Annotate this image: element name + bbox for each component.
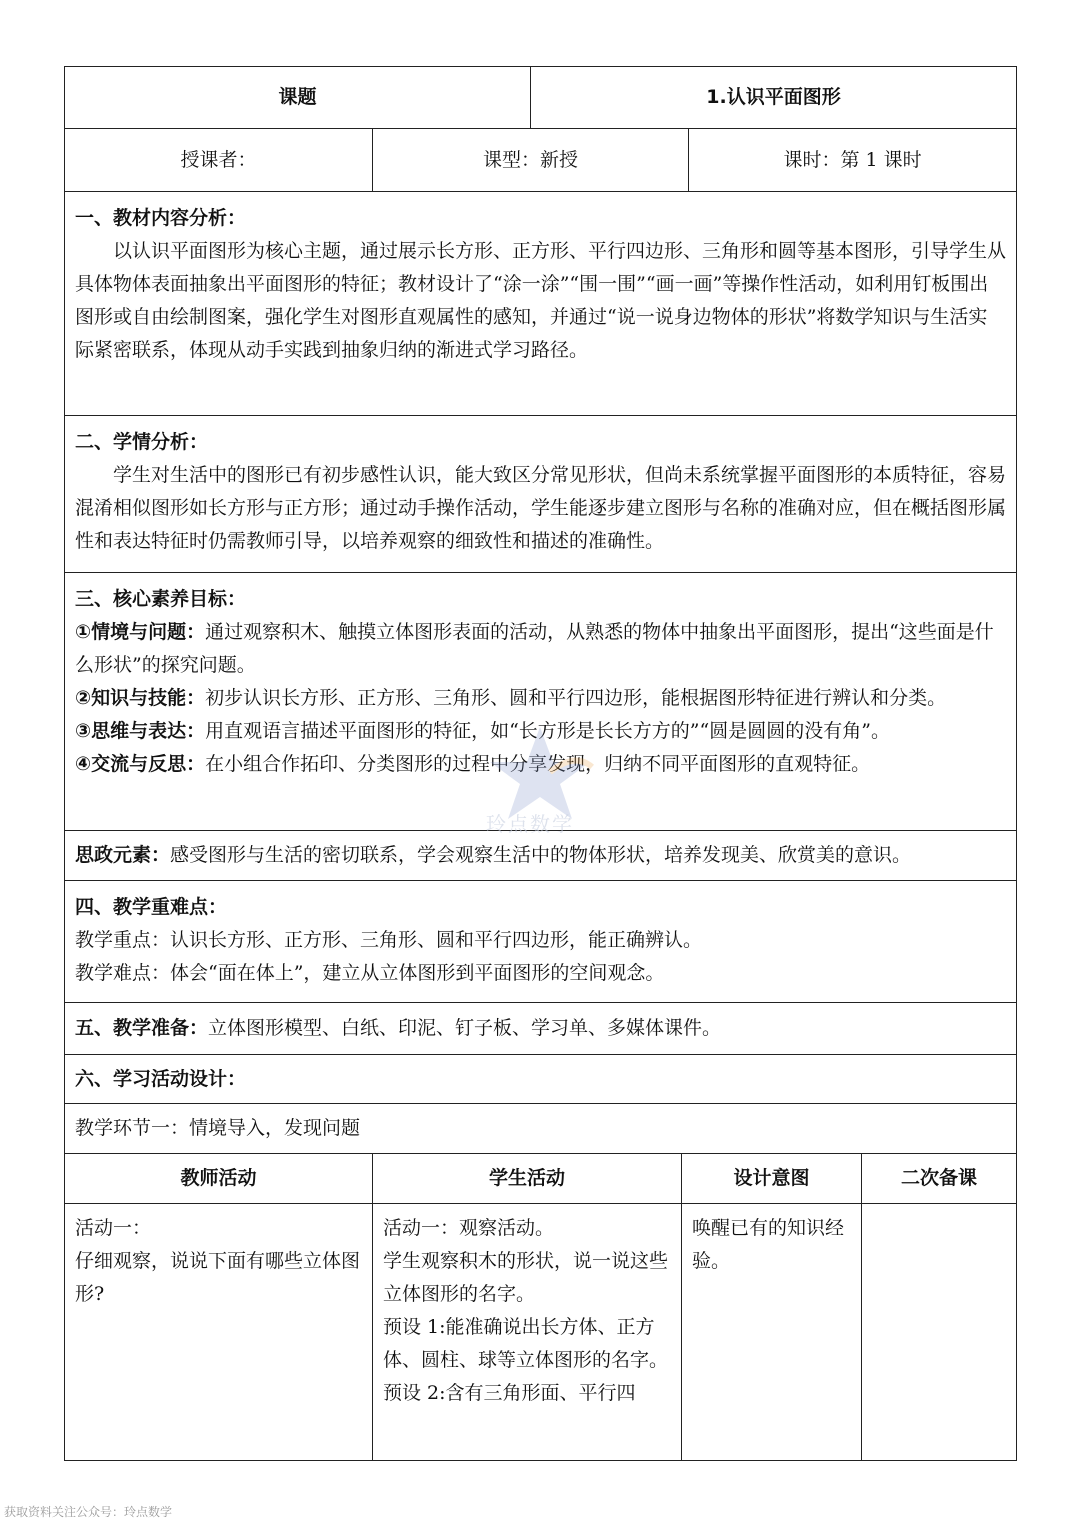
teacher-field: 授课者：: [65, 129, 373, 192]
preparation-text: 立体图形模型、白纸、印泥、钉子板、学习单、多媒体课件。: [208, 1017, 722, 1039]
goal-item: ①情境与问题：通过观察积木、触摸立体图形表面的活动，从熟悉的物体中抽象出平面图形，提出“这些面是什么形状”的探究问题。: [75, 621, 994, 676]
student-activity-cell: [373, 1203, 682, 1460]
key-point: 教学重点：认识长方形、正方形、三角形、圆和平行四边形，能正确辨认。: [75, 929, 703, 951]
section-textbook-analysis: [65, 192, 1017, 416]
section-body: 学生对生活中的图形已有初步感性认识，能大致区分常见形状，但尚未系统掌握平面图形的本质特征，容易混淆相似图形如长方形与正方形；通过动手操作活动，学生能逐步建立图形与名称的准确对应，但在概括图形属性和表达特征时仍需教师引导，以培养观察的细致性和描述的准确性。: [75, 464, 1007, 552]
goal-item: ④交流与反思：在小组合作拓印、分类图形的过程中分享发现，归纳不同平面图形的直观特征。: [75, 753, 871, 775]
student-activity-line: 学生观察积木的形状，说一说这些立体图形的名字。: [383, 1249, 669, 1305]
section-title: 四、教学重难点：: [75, 896, 228, 918]
section-title: 一、教材内容分析：: [75, 207, 247, 229]
activity-table: [64, 1153, 1017, 1461]
preparation-label: 五、教学准备：: [75, 1017, 209, 1039]
section-student-analysis: [65, 416, 1017, 573]
col-header-backup: 二次备课: [862, 1153, 1017, 1203]
lesson-plan-sheet: [64, 66, 1016, 1461]
secondary-prep-cell: [862, 1203, 1017, 1460]
teacher-activity-line: 仔细观察，说说下面有哪些立体图形?: [75, 1249, 361, 1305]
col-header-teacher: 教师活动: [65, 1153, 373, 1203]
watermark-text: 玲点数学: [486, 812, 574, 836]
ideology-label: 思政元素：: [75, 844, 171, 866]
col-header-intent: 设计意图: [682, 1153, 862, 1203]
section-key-difficult: [65, 881, 1017, 1003]
section-title: 六、学习活动设计：: [75, 1067, 247, 1090]
topic-value: 1.认识平面图形: [531, 67, 1017, 129]
ideology-text: 感受图形与生活的密切联系，学会观察生活中的物体形状，培养发现美、欣赏美的意识。: [170, 844, 912, 866]
design-intent-text: 唤醒已有的知识经验。: [692, 1216, 845, 1272]
period-field: 课时：第 1 课时: [689, 129, 1017, 192]
section-body: 以认识平面图形为核心主题，通过展示长方形、正方形、平行四边形、三角形和圆等基本图形，引导学生从具体物体表面抽象出平面图形的特征；教材设计了“涂一涂”“围一围”“画一画”等操作性活动，如利用钉板围出图形或自由绘制图案，强化学生对图形直观属性的感知，并通过“说一说身边物体的形状”将数学知识与生活实际紧密联系，体现从动手实践到抽象归纳的渐进式学习路径。: [75, 240, 1007, 361]
student-activity-line: 活动一：观察活动。: [383, 1216, 555, 1239]
footer-note: 获取资料关注公众号：玲点数学: [4, 1505, 173, 1519]
section-preparation: [65, 1003, 1017, 1055]
teacher-activity-cell: [65, 1203, 373, 1460]
student-activity-line: 预设 1:能准确说出长方体、正方体、圆柱、球等立体图形的名字。: [383, 1315, 669, 1371]
student-activity-line: 预设 2:含有三角形面、平行四: [383, 1381, 636, 1404]
section-ideology: [65, 831, 1017, 881]
topic-label: 课题: [65, 67, 531, 129]
col-header-student: 学生活动: [373, 1153, 682, 1203]
lesson-type-field: 课型：新授: [373, 129, 689, 192]
section-title: 三、核心素养目标：: [75, 588, 247, 610]
lesson-plan-table: [64, 66, 1017, 1154]
section-title: 二、学情分析：: [75, 431, 209, 453]
teacher-activity-line: 活动一：: [75, 1216, 152, 1239]
design-intent-cell: [682, 1203, 862, 1460]
section-core-goals: [65, 573, 1017, 831]
section-activity-design: [65, 1055, 1017, 1104]
goal-item: ③思维与表达：用直观语言描述平面图形的特征，如“长方形是长长方方的”“圆是圆圆的没有角”。: [75, 720, 890, 742]
difficult-point: 教学难点：体会“面在体上”，建立从立体图形到平面图形的空间观念。: [75, 962, 665, 984]
teaching-stage: 教学环节一：情境导入，发现问题: [65, 1104, 1017, 1154]
goal-item: ②知识与技能：初步认识长方形、正方形、三角形、圆和平行四边形，能根据图形特征进行辨认和分类。: [75, 687, 947, 709]
